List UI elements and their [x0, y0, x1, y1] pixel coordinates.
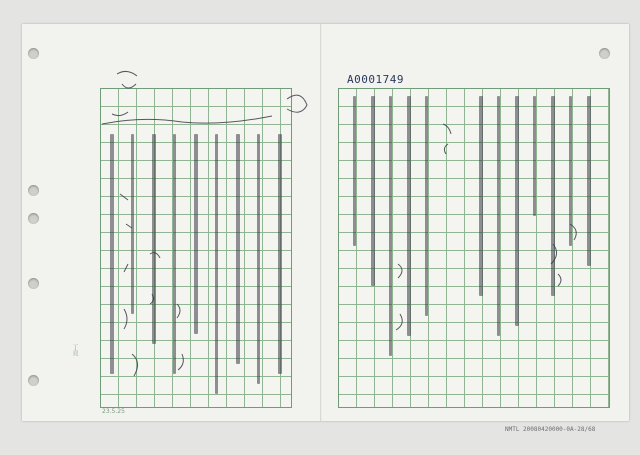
- manuscript-sheet: [22, 24, 629, 421]
- center-fold: [320, 24, 322, 421]
- binder-hole: [599, 48, 610, 59]
- binder-hole: [28, 278, 39, 289]
- binder-hole: [28, 213, 39, 224]
- right-page-handwriting: [338, 84, 610, 406]
- page-bottom-mark: 23.5.25: [102, 408, 125, 415]
- binder-hole: [28, 375, 39, 386]
- page-side-mark: 丁頁: [71, 344, 78, 356]
- binder-hole: [28, 48, 39, 59]
- serial-number: A0001749: [347, 73, 404, 86]
- archive-code: NMTL 20080420000-0A-28/68: [505, 426, 596, 433]
- binder-hole: [28, 185, 39, 196]
- left-page-handwriting: [82, 54, 312, 406]
